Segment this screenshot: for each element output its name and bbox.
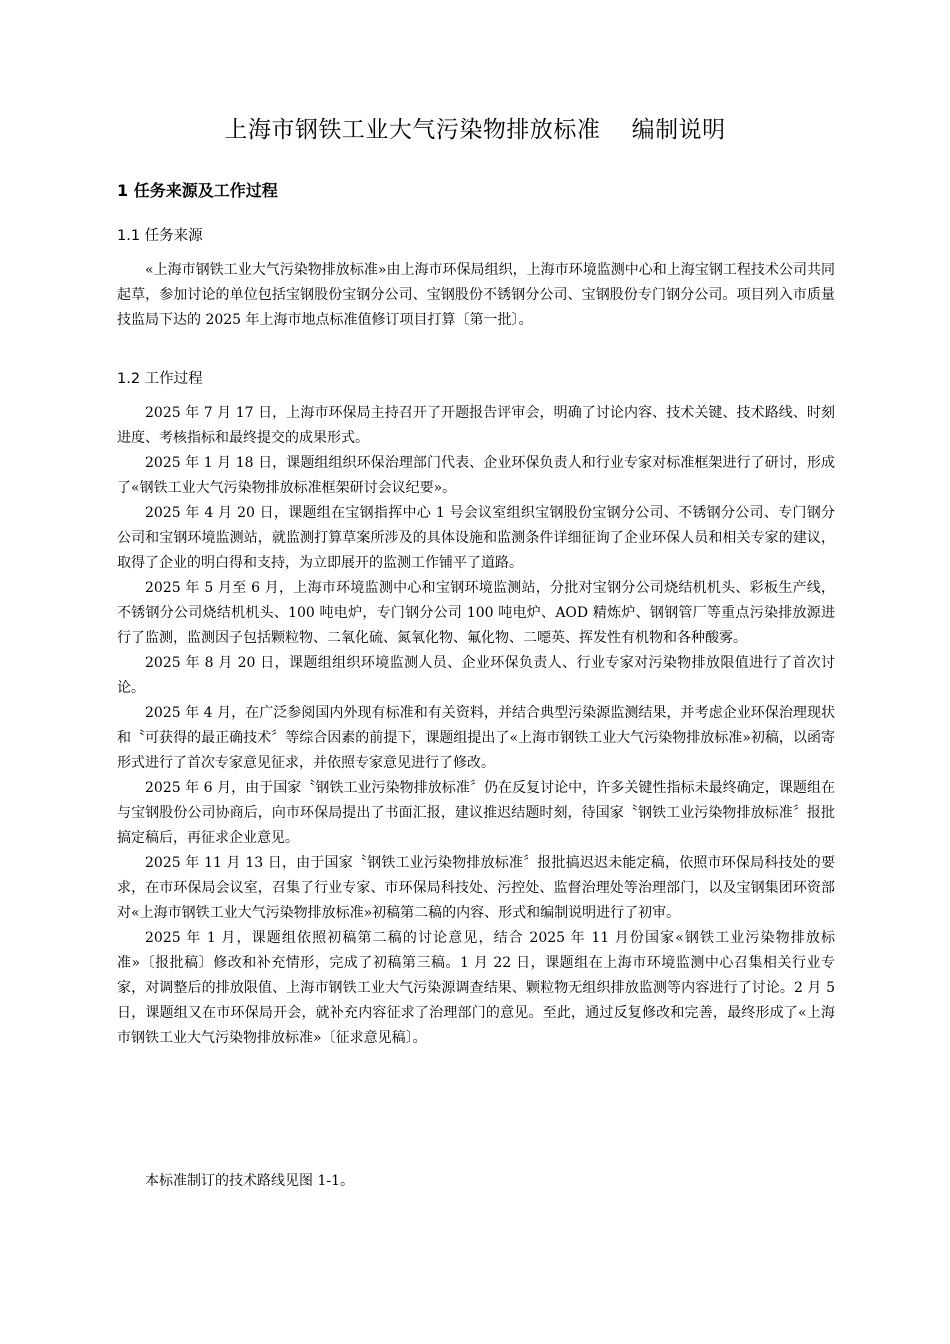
paragraph: «上海市钢铁工业大气污染物排放标准»由上海市环保局组织，上海市环境监测中心和上海宝钢工程技术公司共同起草，参加讨论的单位包括宝钢股份宝钢分公司、宝钢股份不锈钢分公司、宝钢股份专门钢分公司。项目列入市质量技监局下达的 2025 年上海市地点标准值修订项目打算〔第一批〕。	[117, 262, 835, 328]
paragraph: 2025 年 4 月，在广泛参阅国内外现有标准和有关资料，并结合典型污染源监测结果，并考虑企业环保治理现状和〝可获得的最正确技术〞等综合因素的前提下，课题组提出了«上海市钢铁工业大气污染物排放标准»初稿，以函寄形式进行了首次专家意见征求，并依照专家意见进行了修改。	[117, 705, 835, 771]
work-process-body	[117, 401, 835, 1051]
document-title: 上海市钢铁工业大气污染物排放标准 编制说明	[224, 117, 726, 143]
paragraph: 2025 年 4 月 20 日，课题组在宝钢指挥中心 1 号会议室组织宝钢股份宝钢分公司、不锈钢分公司、专门钢分公司和宝钢环境监测站，就监测打算草案所涉及的具体设施和监测条件详细征询了企业环保人员和相关专家的建议，取得了企业的明白得和支持，为立即展开的监测工作铺平了道路。	[117, 505, 835, 571]
subsection-heading-1-2: 1.2 工作过程	[117, 371, 203, 387]
technical-route-note	[117, 1169, 835, 1194]
paragraph: 2025 年 1 月 18 日，课题组组织环保治理部门代表、企业环保负责人和行业专家对标准框架进行了研讨，形成了«钢铁工业大气污染物排放标准框架研讨会议纪要»。	[117, 455, 835, 496]
paragraph: 2025 年 5 月至 6 月，上海市环境监测中心和宝钢环境监测站，分批对宝钢分公司烧结机机头、彩板生产线，不锈钢分公司烧结机机头、100 吨电炉，专门钢分公司 100 吨电炉、AOD 精炼炉、钢钢管厂等重点污染排放源进行了监测，监测因子包括颗粒物、二氧化硫、氮氧化物、氟化物、二噁英、挥发性有机物和各种酸雾。	[117, 580, 835, 646]
subsection-heading-1-1: 1.1 任务来源	[117, 228, 203, 244]
paragraph: 本标准制订的技术路线见图 1-1。	[145, 1173, 354, 1189]
task-source-body	[117, 258, 835, 333]
paragraph: 2025 年 7 月 17 日，上海市环保局主持召开了开题报告评审会，明确了讨论内容、技术关键、技术路线、时刻进度、考核指标和最终提交的成果形式。	[117, 405, 835, 446]
paragraph: 2025 年 6 月，由于国家〝钢铁工业污染物排放标准〞仍在反复讨论中，许多关键性指标未最终确定，课题组在与宝钢股份公司协商后，向市环保局提出了书面汇报，建议推迟结题时刻，待国家〝钢铁工业污染物排放标准〞报批搞定稿后，再征求企业意见。	[117, 780, 835, 846]
paragraph: 2025 年 8 月 20 日，课题组组织环境监测人员、企业环保负责人、行业专家对污染物排放限值进行了首次讨论。	[117, 655, 835, 696]
section-heading-1: 1 任务来源及工作过程	[117, 181, 278, 200]
paragraph: 2025 年 11 月 13 日，由于国家〝钢铁工业污染物排放标准〞报批搞迟迟未能定稿，依照市环保局科技处的要求，在市环保局会议室，召集了行业专家、市环保局科技处、污控处、监督治理处等治理部门，以及宝钢集团环资部对«上海市钢铁工业大气污染物排放标准»初稿第二稿的内容、形式和编制说明进行了初审。	[117, 855, 835, 921]
paragraph: 2025 年 1 月，课题组依照初稿第二稿的讨论意见，结合 2025 年 11 月份国家«钢铁工业污染物排放标准»〔报批稿〕修改和补充情形，完成了初稿第三稿。1 月 22 日，课题组在上海市环境监测中心召集相关行业专家，对调整后的排放限值、上海市钢铁工业大气污染源调查结果、颗粒物无组织排放监测等内容进行了讨论。2 月 5 日，课题组又在市环保局开会，就补充内容征求了治理部门的意见。至此，通过反复修改和完善，最终形成了«上海市钢铁工业大气污染物排放标准»〔征求意见稿〕。	[117, 930, 835, 1046]
